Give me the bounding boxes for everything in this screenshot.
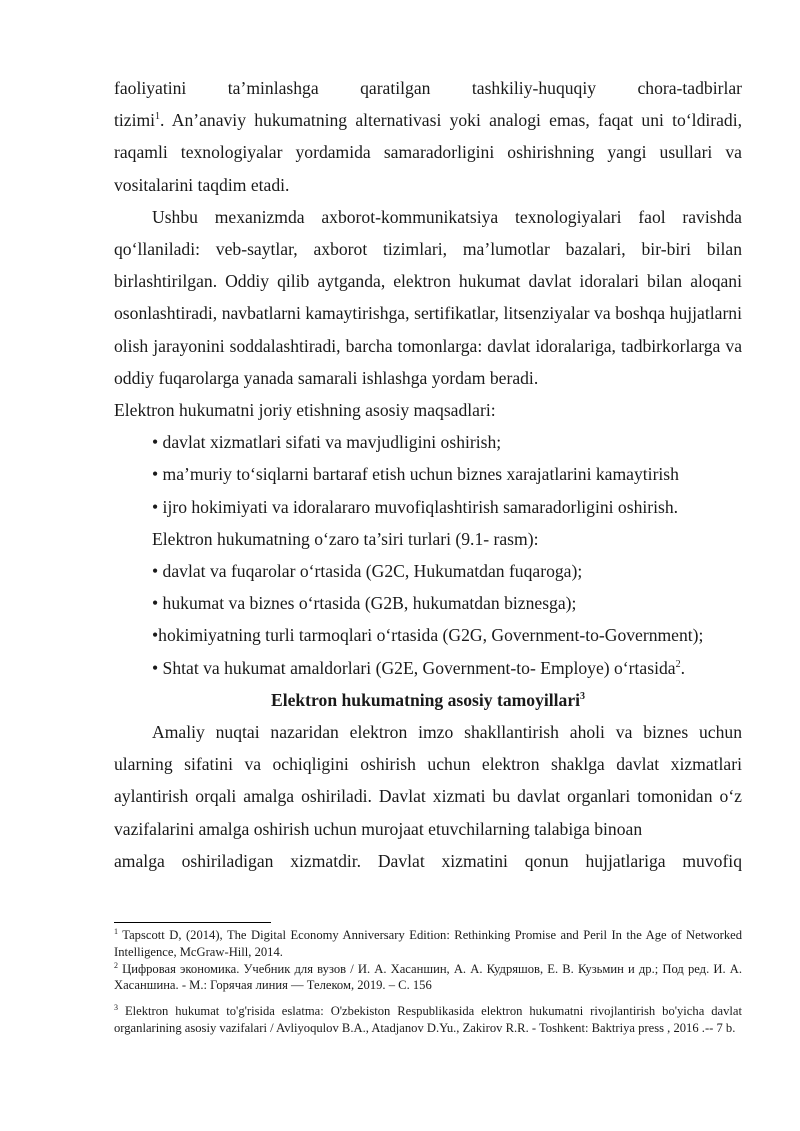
footnotes bbox=[114, 927, 742, 1037]
section-heading-text: Elektron hukumatning asosiy tamoyillari bbox=[270, 689, 581, 710]
type-item-4-end: . bbox=[680, 657, 685, 678]
paragraph-3: Elektron hukumatni joriy etishning asosiy maqsadlari: bbox=[114, 400, 496, 421]
footnote-ref-3[interactable]: 3 bbox=[580, 691, 586, 702]
goal-item-2: • ma’muriy to‘siqlarni bartaraf etish uchun biznes xarajatlarini kamaytirish bbox=[152, 464, 679, 485]
footnote-1-number: 1 bbox=[114, 926, 118, 936]
footnote-1-text: Tapscott D, (2014), The Digital Economy Anniversary Edition: Rethinking Promise and Peril In the Age of Networked Intelligence, McGraw-Hill, 2014. bbox=[114, 928, 742, 959]
paragraph-1-text-start: tizimi bbox=[114, 110, 156, 131]
type-item-4 bbox=[114, 652, 742, 684]
footnote-1 bbox=[114, 927, 742, 961]
paragraph-4: Amaliy nuqtai nazaridan elektron imzo shakllantirish aholi va biznes uchun ularning sifatini va ochiqligini oshirish uchun elektron shaklga davlat xizmatlari aylantirish orqali amalga oshiriladi. Davlat xizmati bu davlat organlari tomonidan o‘z vazifalarini amalga oshirish uchun murojaat etuvchilarning talabiga binoan bbox=[114, 722, 742, 839]
footnote-2-number: 2 bbox=[114, 960, 118, 970]
footnote-ref-2[interactable]: 2 bbox=[675, 658, 681, 670]
footnote-3-text: Elektron hukumat to'g'risida eslatma: O'zbekiston Respublikasida elektron hukumatni rivojlantirish bo'yicha davlat organlarining asosiy vazifalari / Avliyoqulov B.A., Atadjanov D.Yu., Zakirov R.R. - Toshkent: Baktriya press , 2016 .-- 7 b. bbox=[114, 1004, 742, 1035]
paragraph-1 bbox=[114, 104, 742, 201]
footnote-3-number: 3 bbox=[114, 1003, 118, 1012]
paragraph-4-last-line: amalga oshiriladigan xizmatdir. Davlat xizmatini qonun hujjatlariga muvofiq bbox=[114, 850, 742, 871]
main-text bbox=[114, 72, 742, 877]
section-heading bbox=[114, 684, 742, 716]
type-item-4-text: • Shtat va hukumat amaldorlari (G2E, Government-to- Employe) o‘rtasida bbox=[152, 657, 676, 678]
type-item-1: • davlat va fuqarolar o‘rtasida (G2C, Hukumatdan fuqaroga); bbox=[152, 561, 583, 582]
footnote-separator bbox=[114, 922, 271, 923]
footnote-2-text: Цифровая экономика. Учебник для вузов / И. А. Хасаншин, А. А. Кудряшов, Е. В. Кузьмин и др.; Под ред. И. А. Хасаншина. - М.: Горячая линия — Телеком, 2019. – С. 156 bbox=[114, 961, 742, 993]
type-item-3: •hokimiyatning turli tarmoqlari o‘rtasida (G2G, Government-to-Government); bbox=[152, 625, 704, 646]
footnote-ref-1[interactable]: 1 bbox=[155, 111, 161, 123]
goal-item-1: • davlat xizmatlari sifati va mavjudligini oshirish; bbox=[152, 432, 502, 453]
paragraph-2: Ushbu mexanizmda axborot-kommunikatsiya texnologiyalari faol ravishda qo‘llaniladi: veb-saytlar, axborot tizimlari, ma’lumotlar bazalari, bir-biri bilan birlashtirilgan. Oddiy qilib aytganda, elektron hukumat davlat idoralari bilan aloqani osonlashtiradi, navbatlarni kamaytirishga, sertifikatlar, litsenziyalar va boshqa hujjatlarni olish jarayonini soddalashtiradi, barcha tomonlarga: davlat idoralariga, tadbirkorlarga va oddiy fuqarolarga yanada samarali ishlashga yordam beradi. bbox=[114, 206, 742, 388]
paragraph-1-first-line: faoliyatini ta’minlashga qaratilgan tashkiliy-huquqiy chora-tadbirlar bbox=[114, 78, 742, 98]
type-item-2: • hukumat va biznes o‘rtasida (G2B, hukumatdan biznesga); bbox=[152, 593, 577, 614]
types-intro: Elektron hukumatning o‘zaro ta’siri turlari (9.1- rasm): bbox=[152, 528, 539, 549]
footnote-2 bbox=[114, 961, 742, 995]
goal-item-3: • ijro hokimiyati va idoralararo muvofiqlashtirish samaradorligini oshirish. bbox=[152, 496, 679, 517]
paragraph-1-text-end: . An’anaviy hukumatning alternativasi yoki analogi emas, faqat uni to‘ldiradi, raqamli texnologiyalar yordamida samaradorligini oshirishning yangi usullari va vositalarini taqdim etadi. bbox=[114, 110, 742, 195]
footnote-3 bbox=[114, 1003, 742, 1037]
